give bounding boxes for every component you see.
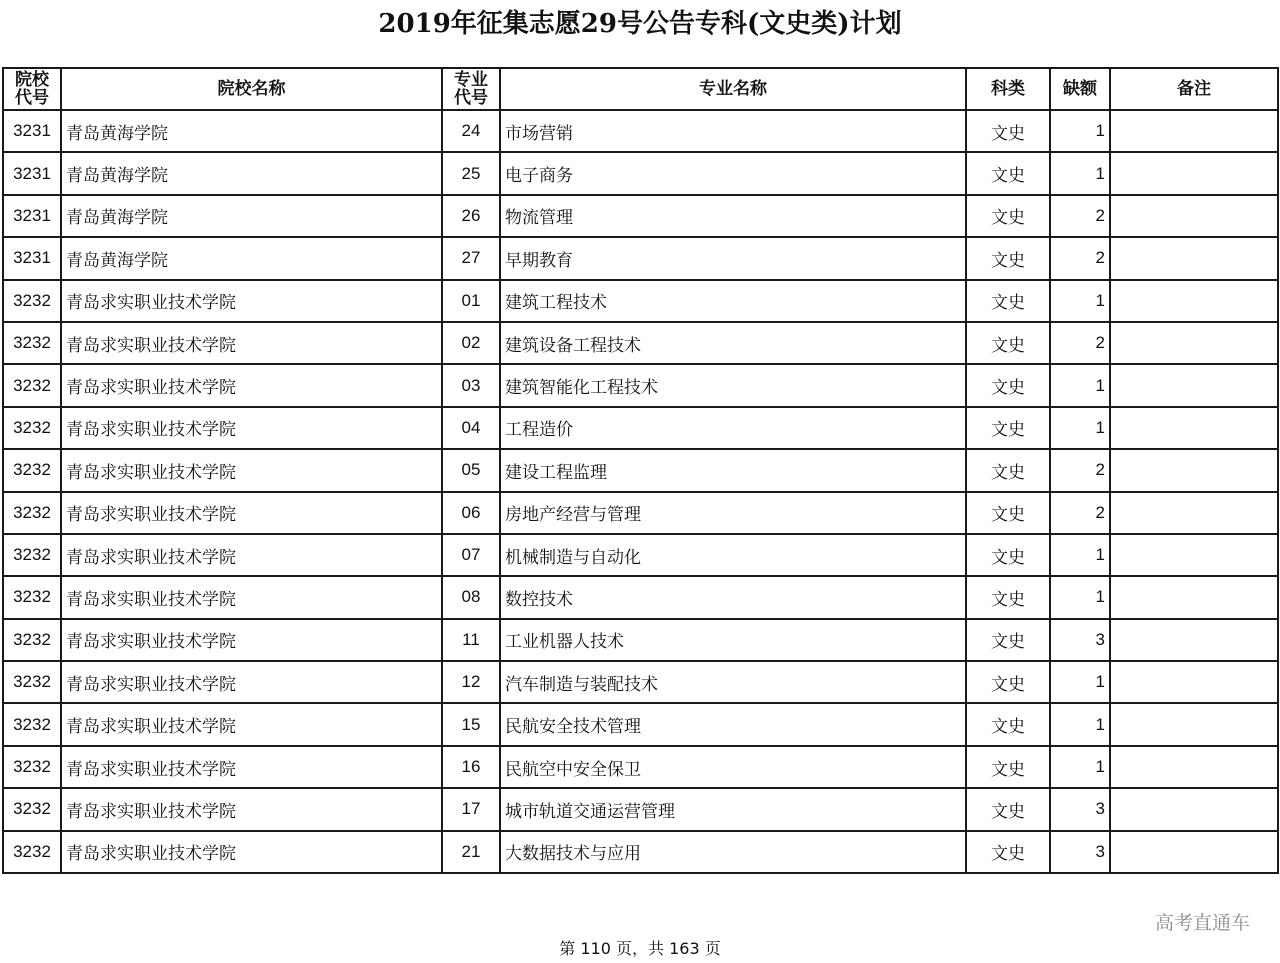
cell-category: 文史 [966, 534, 1050, 576]
cell-major-name: 建筑设备工程技术 [500, 322, 966, 364]
cell-category: 文史 [966, 619, 1050, 661]
cell-remark [1110, 534, 1278, 576]
cell-category: 文史 [966, 661, 1050, 703]
header-quota: 缺额 [1050, 68, 1110, 110]
cell-remark [1110, 831, 1278, 873]
cell-remark [1110, 407, 1278, 449]
cell-quota: 1 [1050, 661, 1110, 703]
table-row [3, 492, 1278, 534]
cell-major-code: 21 [442, 831, 500, 873]
cell-remark [1110, 364, 1278, 406]
table-row [3, 152, 1278, 194]
cell-quota: 3 [1050, 619, 1110, 661]
cell-remark [1110, 703, 1278, 745]
cell-category: 文史 [966, 322, 1050, 364]
cell-major-name: 城市轨道交通运营管理 [500, 788, 966, 830]
page-number: 第 110 页，共 163 页 [559, 939, 721, 958]
cell-quota: 1 [1050, 534, 1110, 576]
cell-category: 文史 [966, 407, 1050, 449]
cell-major-code: 01 [442, 280, 500, 322]
cell-school-name: 青岛求实职业技术学院 [61, 788, 442, 830]
cell-remark [1110, 449, 1278, 491]
header-remark: 备注 [1110, 68, 1278, 110]
cell-school-name: 青岛求实职业技术学院 [61, 492, 442, 534]
table-header-row [3, 68, 1278, 110]
cell-school-code: 3232 [3, 831, 61, 873]
cell-school-name: 青岛求实职业技术学院 [61, 576, 442, 618]
header-category: 科类 [966, 68, 1050, 110]
cell-major-name: 建筑工程技术 [500, 280, 966, 322]
cell-school-name: 青岛求实职业技术学院 [61, 534, 442, 576]
cell-remark [1110, 746, 1278, 788]
cell-quota: 1 [1050, 110, 1110, 152]
header-school-code: 院校代号 [3, 68, 61, 110]
cell-remark [1110, 152, 1278, 194]
header-major-code: 专业代号 [442, 68, 500, 110]
cell-major-name: 工业机器人技术 [500, 619, 966, 661]
cell-major-code: 15 [442, 703, 500, 745]
table-row [3, 788, 1278, 830]
table-row [3, 280, 1278, 322]
cell-category: 文史 [966, 703, 1050, 745]
cell-school-code: 3232 [3, 788, 61, 830]
table-row [3, 576, 1278, 618]
cell-school-name: 青岛求实职业技术学院 [61, 746, 442, 788]
cell-category: 文史 [966, 364, 1050, 406]
cell-major-name: 机械制造与自动化 [500, 534, 966, 576]
cell-major-code: 16 [442, 746, 500, 788]
cell-quota: 2 [1050, 322, 1110, 364]
cell-major-code: 25 [442, 152, 500, 194]
table-row [3, 449, 1278, 491]
cell-major-name: 汽车制造与装配技术 [500, 661, 966, 703]
table-row [3, 534, 1278, 576]
cell-school-code: 3232 [3, 703, 61, 745]
cell-school-name: 青岛求实职业技术学院 [61, 322, 442, 364]
cell-category: 文史 [966, 831, 1050, 873]
cell-school-name: 青岛黄海学院 [61, 195, 442, 237]
cell-major-code: 17 [442, 788, 500, 830]
cell-school-code: 3232 [3, 449, 61, 491]
cell-school-code: 3231 [3, 237, 61, 279]
cell-school-name: 青岛求实职业技术学院 [61, 364, 442, 406]
table-row [3, 195, 1278, 237]
cell-category: 文史 [966, 492, 1050, 534]
watermark-text: 高考直通车 [1154, 912, 1250, 934]
cell-major-name: 民航空中安全保卫 [500, 746, 966, 788]
cell-school-code: 3232 [3, 492, 61, 534]
cell-remark [1110, 619, 1278, 661]
cell-major-name: 工程造价 [500, 407, 966, 449]
cell-major-name: 建筑智能化工程技术 [500, 364, 966, 406]
cell-category: 文史 [966, 576, 1050, 618]
cell-major-code: 07 [442, 534, 500, 576]
cell-quota: 2 [1050, 449, 1110, 491]
cell-major-code: 05 [442, 449, 500, 491]
header-major-name: 专业名称 [500, 68, 966, 110]
cell-quota: 3 [1050, 788, 1110, 830]
cell-quota: 1 [1050, 152, 1110, 194]
cell-major-code: 04 [442, 407, 500, 449]
cell-school-name: 青岛求实职业技术学院 [61, 407, 442, 449]
header-school-name: 院校名称 [61, 68, 442, 110]
cell-quota: 1 [1050, 703, 1110, 745]
cell-major-name: 物流管理 [500, 195, 966, 237]
cell-major-code: 02 [442, 322, 500, 364]
table-row [3, 619, 1278, 661]
cell-quota: 1 [1050, 407, 1110, 449]
cell-category: 文史 [966, 746, 1050, 788]
cell-major-code: 08 [442, 576, 500, 618]
cell-school-code: 3232 [3, 407, 61, 449]
cell-remark [1110, 322, 1278, 364]
table-row [3, 703, 1278, 745]
cell-category: 文史 [966, 280, 1050, 322]
table-row [3, 661, 1278, 703]
cell-quota: 2 [1050, 195, 1110, 237]
cell-school-code: 3231 [3, 152, 61, 194]
cell-quota: 1 [1050, 576, 1110, 618]
cell-quota: 1 [1050, 746, 1110, 788]
cell-quota: 1 [1050, 280, 1110, 322]
cell-major-name: 早期教育 [500, 237, 966, 279]
cell-quota: 2 [1050, 492, 1110, 534]
cell-major-name: 市场营销 [500, 110, 966, 152]
cell-major-code: 27 [442, 237, 500, 279]
cell-major-code: 26 [442, 195, 500, 237]
cell-remark [1110, 237, 1278, 279]
cell-major-code: 11 [442, 619, 500, 661]
table-row [3, 364, 1278, 406]
cell-category: 文史 [966, 152, 1050, 194]
cell-major-name: 大数据技术与应用 [500, 831, 966, 873]
cell-quota: 2 [1050, 237, 1110, 279]
cell-category: 文史 [966, 195, 1050, 237]
cell-major-code: 06 [442, 492, 500, 534]
table-row [3, 746, 1278, 788]
table-row [3, 237, 1278, 279]
cell-school-name: 青岛求实职业技术学院 [61, 280, 442, 322]
cell-school-code: 3232 [3, 280, 61, 322]
cell-major-name: 房地产经营与管理 [500, 492, 966, 534]
cell-major-name: 建设工程监理 [500, 449, 966, 491]
page-title: 2019年征集志愿29号公告专科(文史类)计划 [378, 9, 902, 39]
cell-major-name: 民航安全技术管理 [500, 703, 966, 745]
enrollment-plan-table [2, 67, 1279, 874]
cell-major-code: 03 [442, 364, 500, 406]
table-row [3, 322, 1278, 364]
cell-major-code: 12 [442, 661, 500, 703]
cell-major-name: 数控技术 [500, 576, 966, 618]
cell-school-code: 3232 [3, 534, 61, 576]
cell-school-name: 青岛求实职业技术学院 [61, 703, 442, 745]
cell-school-name: 青岛求实职业技术学院 [61, 661, 442, 703]
cell-remark [1110, 195, 1278, 237]
table-row [3, 831, 1278, 873]
cell-school-code: 3232 [3, 661, 61, 703]
cell-quota: 3 [1050, 831, 1110, 873]
cell-school-name: 青岛求实职业技术学院 [61, 619, 442, 661]
cell-remark [1110, 280, 1278, 322]
cell-major-name: 电子商务 [500, 152, 966, 194]
cell-school-code: 3232 [3, 619, 61, 661]
cell-remark [1110, 576, 1278, 618]
cell-school-name: 青岛黄海学院 [61, 237, 442, 279]
cell-school-code: 3232 [3, 322, 61, 364]
cell-school-name: 青岛求实职业技术学院 [61, 831, 442, 873]
cell-remark [1110, 492, 1278, 534]
cell-school-code: 3231 [3, 110, 61, 152]
cell-category: 文史 [966, 788, 1050, 830]
cell-category: 文史 [966, 449, 1050, 491]
cell-school-code: 3231 [3, 195, 61, 237]
cell-school-code: 3232 [3, 364, 61, 406]
cell-category: 文史 [966, 237, 1050, 279]
cell-school-name: 青岛黄海学院 [61, 110, 442, 152]
cell-remark [1110, 788, 1278, 830]
cell-quota: 1 [1050, 364, 1110, 406]
cell-category: 文史 [966, 110, 1050, 152]
cell-major-code: 24 [442, 110, 500, 152]
table-row [3, 110, 1278, 152]
cell-remark [1110, 110, 1278, 152]
cell-school-name: 青岛求实职业技术学院 [61, 449, 442, 491]
cell-school-code: 3232 [3, 746, 61, 788]
cell-remark [1110, 661, 1278, 703]
table-row [3, 407, 1278, 449]
cell-school-name: 青岛黄海学院 [61, 152, 442, 194]
cell-school-code: 3232 [3, 576, 61, 618]
